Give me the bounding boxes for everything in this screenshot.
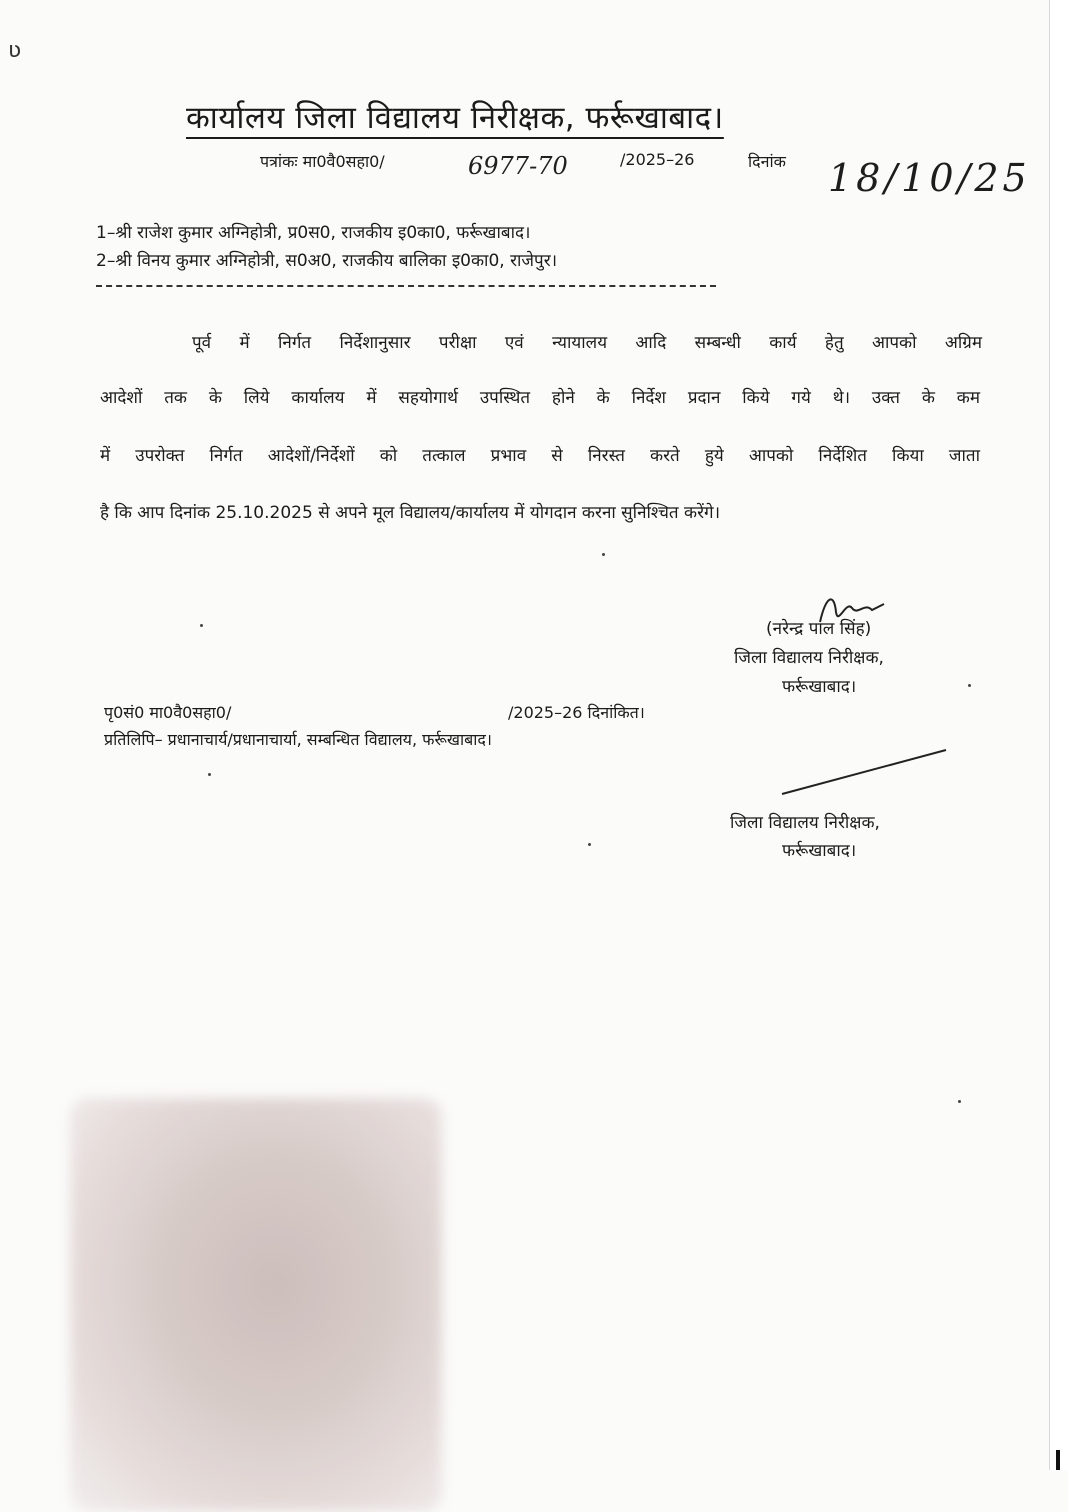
addressee-1: 1–श्री राजेश कुमार अग्निहोत्री, प्र0स0, राजकीय इ0का0, फर्रूखाबाद। <box>96 223 531 243</box>
date-label: दिनांक <box>748 152 786 171</box>
signatory-name: (नरेन्द्र पाल सिंह) <box>766 619 872 639</box>
signatory2-title: जिला विद्यालय निरीक्षक, <box>730 813 880 833</box>
body-line-1: पूर्व में निर्गत निर्देशानुसार परीक्षा एवं न्यायालय आदि सम्बन्धी कार्य हेतु आपको अग्रिम <box>192 333 982 353</box>
signatory-title: जिला विद्यालय निरीक्षक, <box>734 648 884 668</box>
reference-handwritten-number: 6977-70 <box>468 152 568 180</box>
body-line-2: आदेशों तक के लिये कार्यालय में सहयोगार्थ उपस्थित होने के निर्देश प्रदान किये गये थे। उक्त के कम <box>100 388 980 408</box>
page-edge <box>1049 0 1068 1470</box>
copy-reference-year: /2025–26 दिनांकित। <box>508 703 645 722</box>
speck <box>200 624 203 627</box>
speck <box>208 773 211 776</box>
signatory-place: फर्रूखाबाद। <box>782 677 857 697</box>
photo-smudge <box>70 1098 442 1512</box>
speck <box>588 843 591 846</box>
edge-mark <box>1056 1450 1060 1470</box>
office-heading: कार्यालय जिला विद्यालय निरीक्षक, फर्रूखाबाद। <box>186 100 724 136</box>
copy-reference-label: पृ0सं0 मा0वै0सहा0/ <box>104 703 232 722</box>
addressee-2: 2–श्री विनय कुमार अग्निहोत्री, स0अ0, राजकीय बालिका इ0का0, राजेपुर। <box>96 251 558 271</box>
speck <box>958 1100 961 1103</box>
speck <box>602 553 605 556</box>
reference-label: पत्रांकः मा0वै0सहा0/ <box>260 152 385 171</box>
signature-stroke <box>780 748 950 798</box>
signatory2-place: फर्रूखाबाद। <box>782 841 857 861</box>
body-line-3: में उपरोक्त निर्गत आदेशों/निर्देशों को तत्काल प्रभाव से निरस्त करते हुये आपको निर्देशित किया जाता <box>100 446 980 466</box>
handwritten-date: 18/10/25 <box>828 156 1031 200</box>
copy-recipients: प्रतिलिपि– प्रधानाचार्य/प्रधानाचार्या, सम्बन्धित विद्यालय, फर्रूखाबाद। <box>104 730 492 749</box>
corner-mark: ʋ <box>8 38 22 63</box>
dashed-divider <box>96 285 716 287</box>
speck <box>968 684 971 687</box>
body-line-4: है कि आप दिनांक 25.10.2025 से अपने मूल विद्यालय/कार्यालय में योगदान करना सुनिश्चित करेंगे। <box>100 503 721 523</box>
reference-year: /2025–26 <box>620 150 695 169</box>
